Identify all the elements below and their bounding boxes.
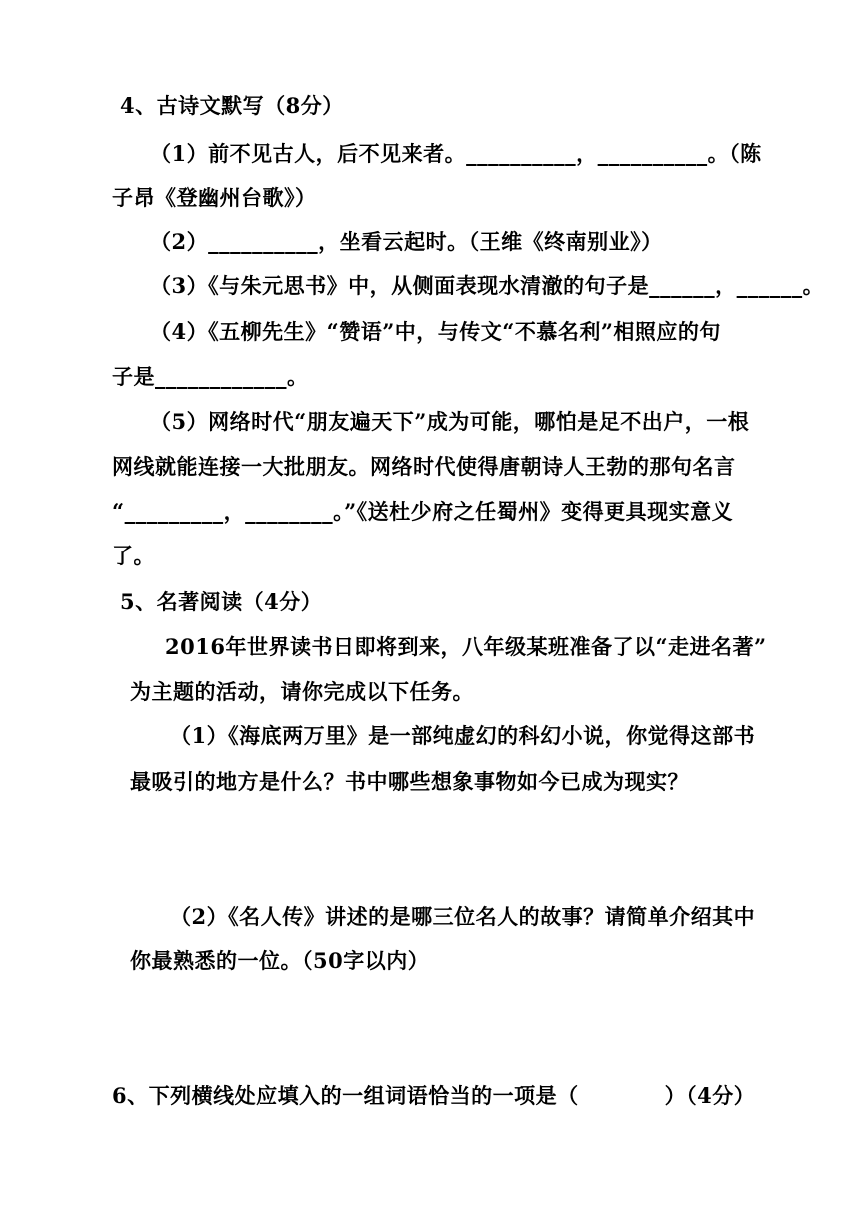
q4-item5-line1: （5）网络时代“朋友遍天下”成为可能，哪怕是足不出户，一根 (150, 409, 750, 434)
q6-heading: 6、下列横线处应填入的一组词语恰当的一项是（ ）（4分） (112, 1083, 756, 1108)
q4-item1-line1: （1）前不见古人，后不见来者。__________，__________。（陈 (150, 141, 762, 166)
q4-item3: （3）《与朱元思书》中，从侧面表现水清澈的句子是______，______。 (150, 273, 825, 298)
q5-sub2-line1: （2）《名人传》讲述的是哪三位名人的故事？请简单介绍其中 (170, 904, 756, 929)
q4-item1-line2: 子昂《登幽州台歌》） (112, 185, 317, 210)
q5-sub1-line2: 最吸引的地方是什么？书中哪些想象事物如今已成为现实？ (130, 769, 689, 794)
q4-item4-line2: 子是____________。 (112, 364, 309, 389)
q4-item4-line1: （4）《五柳先生》“赞语”中，与传文“不慕名利”相照应的句 (150, 319, 721, 344)
q5-sub2-line2: 你最熟悉的一位。（50字以内） (130, 948, 430, 973)
q5-intro-line2: 为主题的活动，请你完成以下任务。 (130, 679, 474, 704)
q5-intro-line1: 2016年世界读书日即将到来，八年级某班准备了以“走进名著” (165, 634, 767, 659)
q5-sub1-line1: （1）《海底两万里》是一部纯虚幻的科幻小说，你觉得这部书 (170, 723, 756, 748)
q4-item5-line2: 网线就能连接一大批朋友。网络时代使得唐朝诗人王勃的那句名言 (112, 454, 736, 479)
q5-heading: 5、名著阅读（4分） (120, 589, 323, 614)
q4-item2: （2）__________，坐看云起时。（王维《终南别业》） (150, 229, 663, 254)
q4-heading: 4、古诗文默写（8分） (120, 93, 344, 118)
q4-item5-line4: 了。 (112, 543, 155, 568)
q4-item5-line3: “_________，________。”《送杜少府之任蜀州》变得更具现实意义 (112, 499, 734, 524)
